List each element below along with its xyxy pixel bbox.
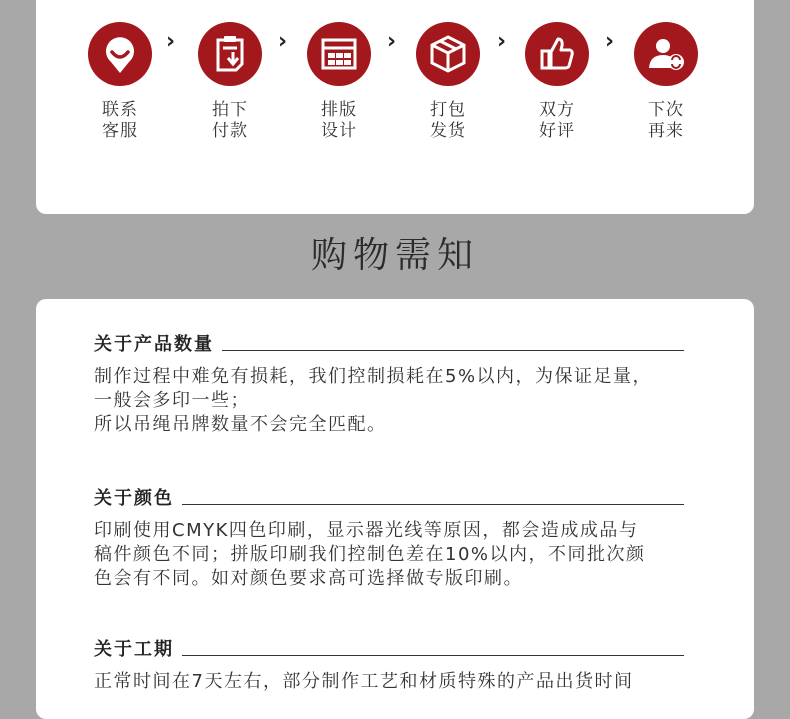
- step-label-line1: 双方: [539, 100, 575, 120]
- step-label-line1: 下次: [648, 100, 684, 120]
- step-label-line1: 打包: [430, 100, 466, 120]
- note-line: 正常时间在7天左右，部分制作工艺和材质特殊的产品出货时间: [94, 671, 634, 692]
- note-line: 印刷使用CMYK四色印刷，显示器光线等原因，都会造成成品与: [94, 520, 639, 541]
- package-icon: [416, 22, 480, 86]
- note-body: [94, 519, 684, 591]
- step-pack-ship: [408, 22, 488, 142]
- customer-service-icon: [88, 22, 152, 86]
- chevron-right-icon: ›: [605, 29, 615, 54]
- note-body: [94, 365, 684, 437]
- note-block-color: [94, 487, 684, 591]
- note-line: 稿件颜色不同；拼版印刷我们控制色差在10%以内，不同批次颜: [94, 544, 646, 565]
- note-line: 制作过程中难免有损耗，我们控制损耗在5%以内，为保证足量，: [94, 366, 653, 387]
- step-label-line2: 好评: [539, 121, 575, 141]
- chevron-right-icon: ›: [166, 29, 176, 54]
- note-line: 一般会多印一些；: [94, 390, 250, 411]
- step-place-order: [190, 22, 270, 142]
- step-label-line2: 客服: [102, 121, 138, 141]
- chevron-right-icon: ›: [278, 29, 288, 54]
- thumbs-up-icon: [525, 22, 589, 86]
- process-steps-card: [36, 0, 754, 214]
- step-good-review: [517, 22, 597, 142]
- note-heading: 关于产品数量: [94, 333, 222, 357]
- step-label-line1: 拍下: [212, 100, 248, 120]
- step-label-line2: 付款: [212, 121, 248, 141]
- section-title: 购物需知: [310, 235, 479, 276]
- note-heading: 关于工期: [94, 638, 182, 662]
- step-label-line1: 联系: [102, 100, 138, 120]
- note-block-quantity: [94, 333, 684, 437]
- note-line: 色会有不同。如对颜色要求高可选择做专版印刷。: [94, 568, 523, 589]
- divider: [94, 504, 684, 505]
- step-label-line2: 设计: [321, 121, 357, 141]
- layout-design-icon: [307, 22, 371, 86]
- note-block-lead-time: [94, 638, 684, 694]
- payment-icon: [198, 22, 262, 86]
- step-contact-service: [80, 22, 160, 142]
- step-layout-design: [299, 22, 379, 142]
- chevron-right-icon: ›: [387, 29, 397, 54]
- divider: [94, 655, 684, 656]
- note-heading: 关于颜色: [94, 487, 182, 511]
- step-label-line2: 再来: [648, 121, 684, 141]
- note-line: 所以吊绳吊牌数量不会完全匹配。: [94, 414, 387, 435]
- note-body: [94, 670, 684, 694]
- step-label-line1: 排版: [321, 100, 357, 120]
- repeat-customer-icon: [634, 22, 698, 86]
- step-label-line2: 发货: [430, 121, 466, 141]
- step-come-again: [626, 22, 706, 142]
- shopping-notes-card: [36, 299, 754, 719]
- chevron-right-icon: ›: [497, 29, 507, 54]
